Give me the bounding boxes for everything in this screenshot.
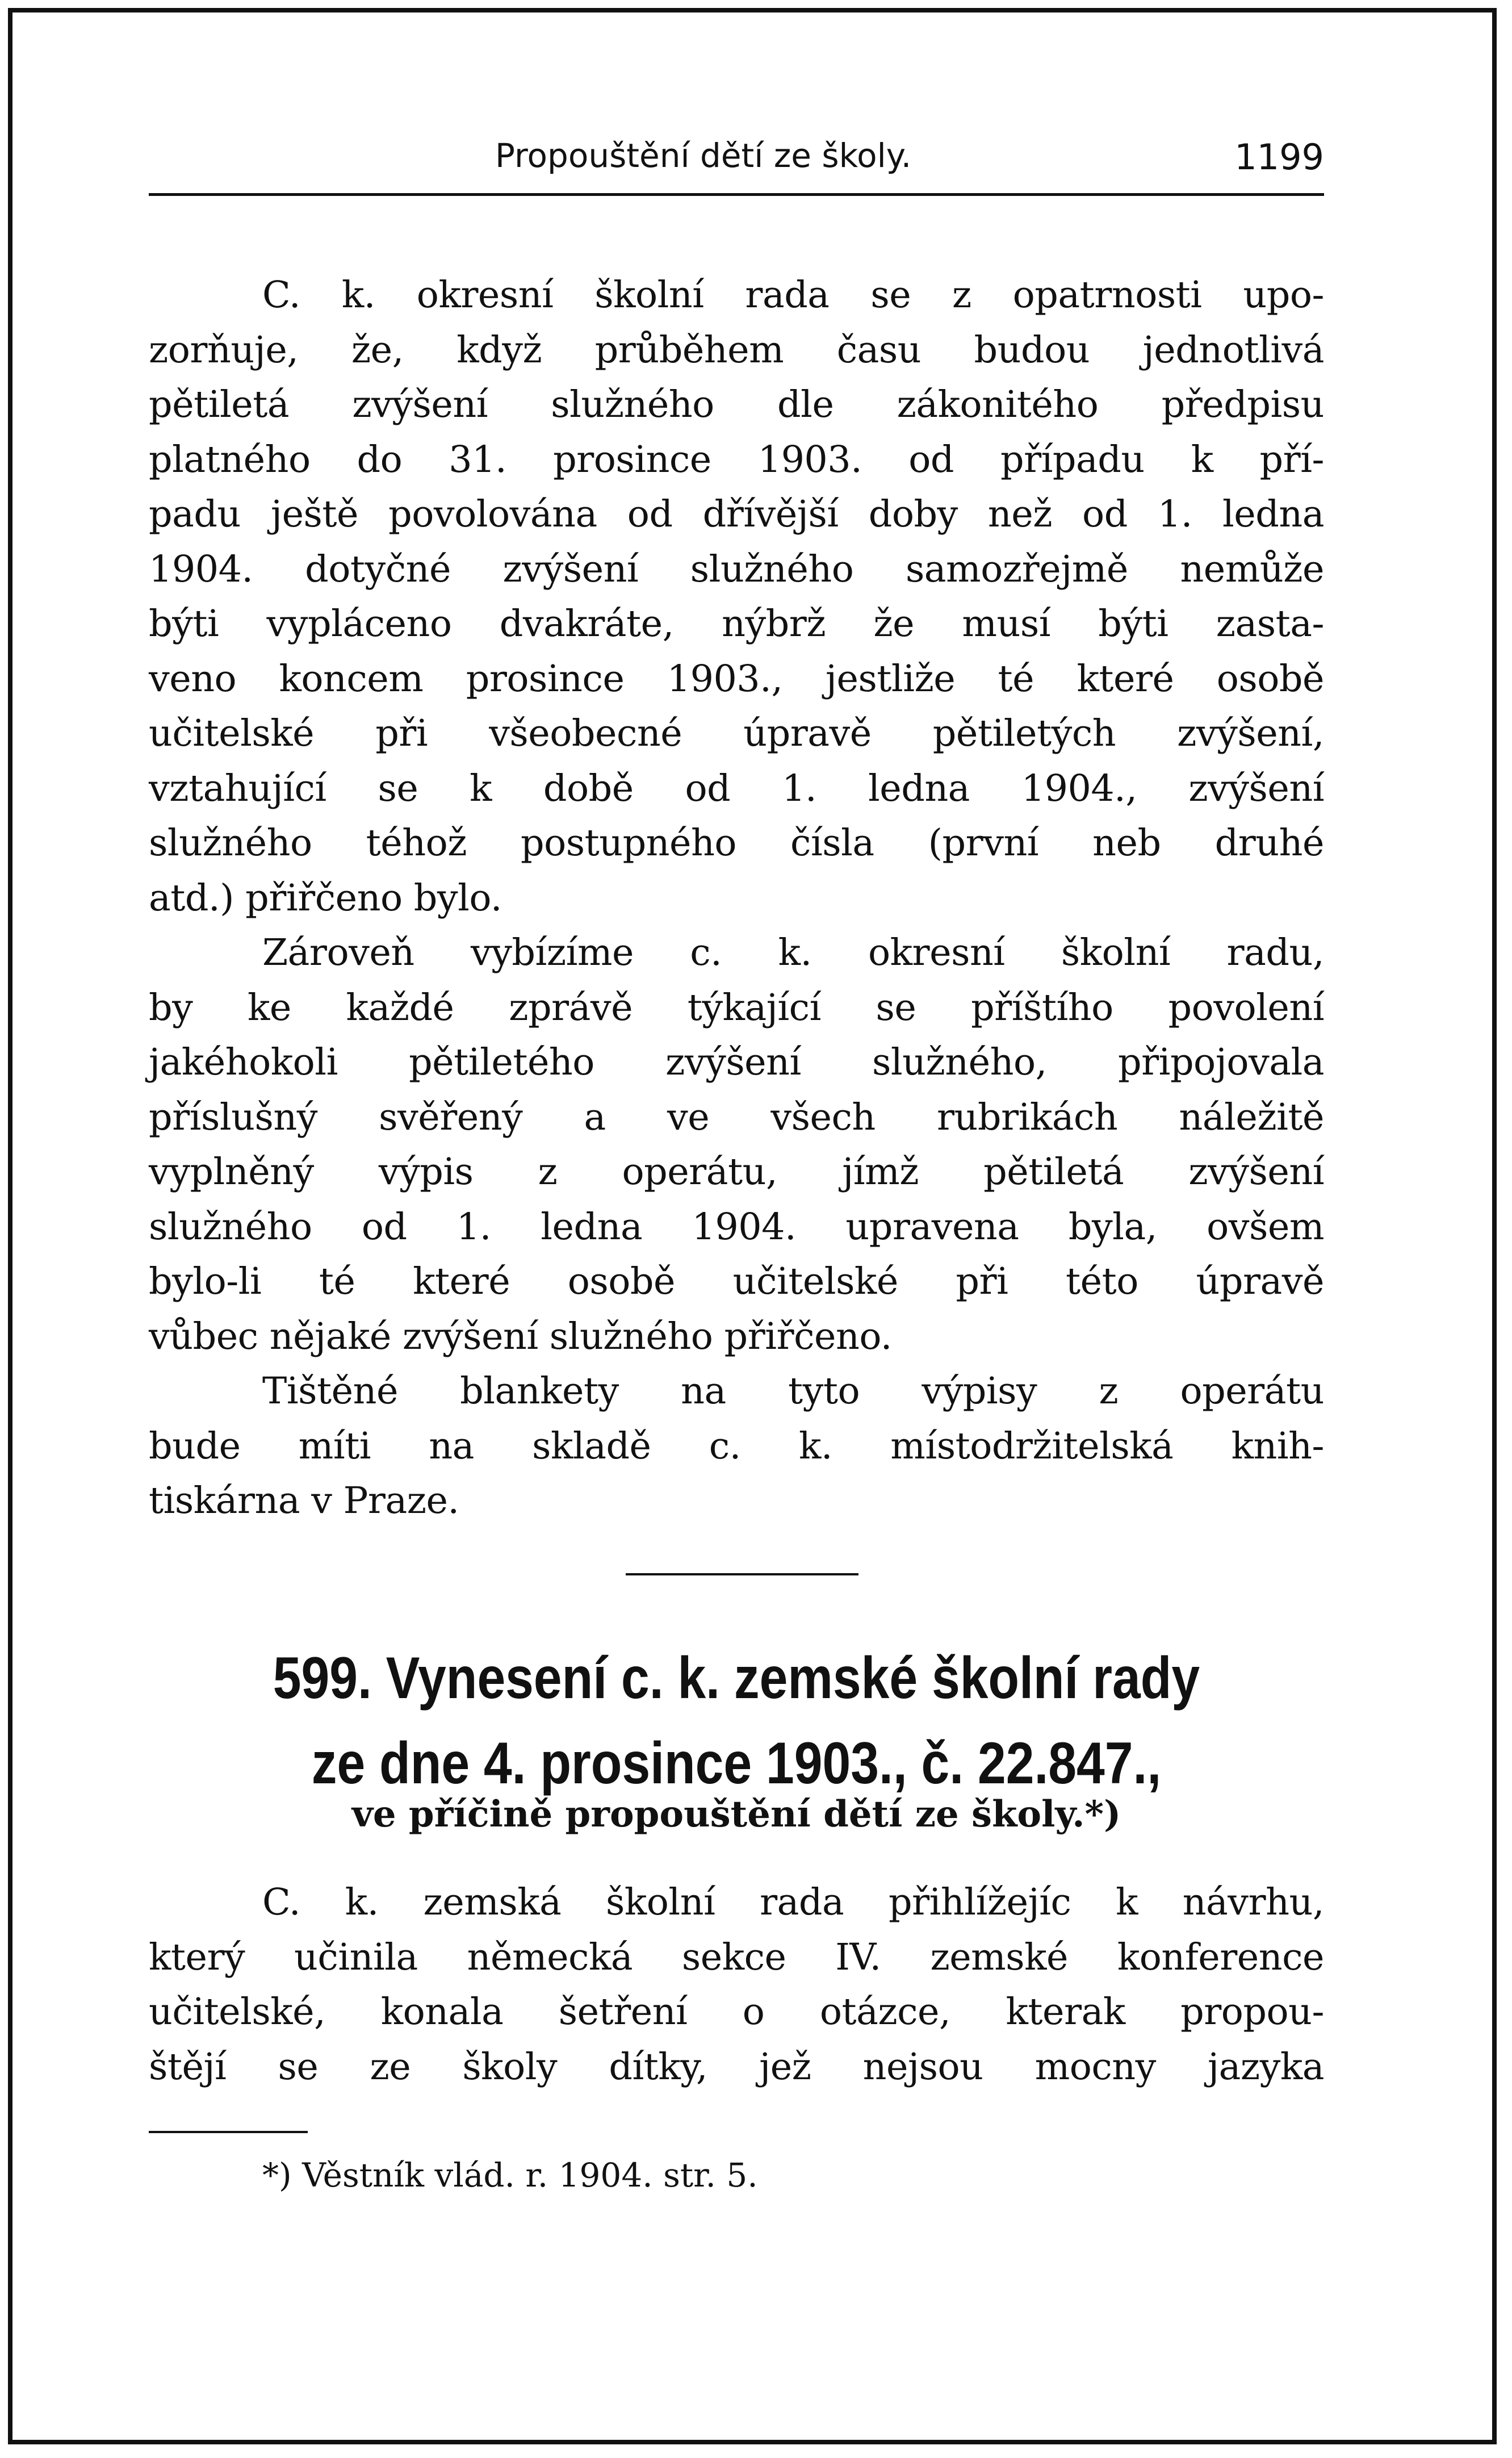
running-head [149,136,1324,182]
text-line: vůbec nějaké zvýšení služného přiřčeno. [149,1315,892,1358]
text-line: který učinila německá sekce IV. zemské konference [149,1936,1324,1979]
page-number: 1199 [1234,136,1324,178]
text-line: učitelské při všeobecné úpravě pětiletých zvýšení, [149,712,1324,755]
text-line: jakéhokoli pětiletého zvýšení služného, připojovala [149,1041,1324,1084]
running-title: Propouštění dětí ze školy. [495,136,912,175]
text-line: bylo-li té které osobě učitelské při této úpravě [149,1260,1324,1303]
text-line: by ke každé zprávě týkající se příštího povolení [149,986,1324,1029]
text-line: Tištěné blankety na tyto výpisy z operátu [262,1370,1324,1412]
text-line: zorňuje, že, když průběhem času budou jednotlivá [149,328,1324,371]
text-line: C. k. zemská školní rada přihlížejíc k návrhu, [262,1881,1324,1924]
footnote: *) Věstník vlád. r. 1904. str. 5. [262,2156,758,2194]
body-text-bottom [149,1875,1324,2095]
text-line: štějí se ze školy dítky, jež nejsou mocny jazyka [149,2045,1324,2088]
footnote-rule [149,2131,308,2133]
text-line: veno koncem prosince 1903., jestliže té které osobě [149,657,1324,700]
section-heading [231,1636,1242,1806]
text-line: učitelské, konala šetření o otázce, kterak propou- [149,1991,1324,2033]
heading-line-1: 599. Vynesení c. k. zemské školní rady [273,1645,1200,1711]
text-line: 1904. dotyčné zvýšení služného samozřejmě nemůže [149,547,1324,591]
text-line: atd.) přiřčeno bylo. [149,876,502,919]
text-line: vztahující se k době od 1. ledna 1904., zvýšení [149,767,1324,810]
section-divider [626,1573,858,1575]
text-line: Zároveň vybízíme c. k. okresní školní radu, [262,931,1324,974]
text-line: býti vypláceno dvakráte, nýbrž že musí býti zasta- [149,603,1324,645]
text-line: bude míti na skladě c. k. místodržitelská knih- [149,1424,1324,1468]
header-rule [149,193,1324,196]
text-line: padu ještě povolována od dřívější doby než od 1. ledna [149,493,1324,536]
heading-line-2: ze dne 4. prosince 1903., č. 22.847., [311,1730,1162,1796]
text-line: tiskárna v Praze. [149,1479,459,1522]
text-line: C. k. okresní školní rada se z opatrnosti upo- [262,274,1324,316]
text-line: platného do 31. prosince 1903. od případu k pří- [149,438,1324,481]
text-line: pětiletá zvýšení služného dle zákonitého předpisu [149,383,1324,426]
body-text-top [149,268,1324,1529]
text-line: služného téhož postupného čísla (první neb druhé [149,822,1324,864]
text-line: příslušný svěřený a ve všech rubrikách náležitě [149,1096,1324,1139]
text-line: služného od 1. ledna 1904. upravena byla, ovšem [149,1205,1324,1248]
section-subheading: ve příčině propouštění dětí ze školy.*) [351,1793,1121,1836]
text-line: vyplněný výpis z operátu, jímž pětiletá zvýšení [149,1151,1324,1193]
